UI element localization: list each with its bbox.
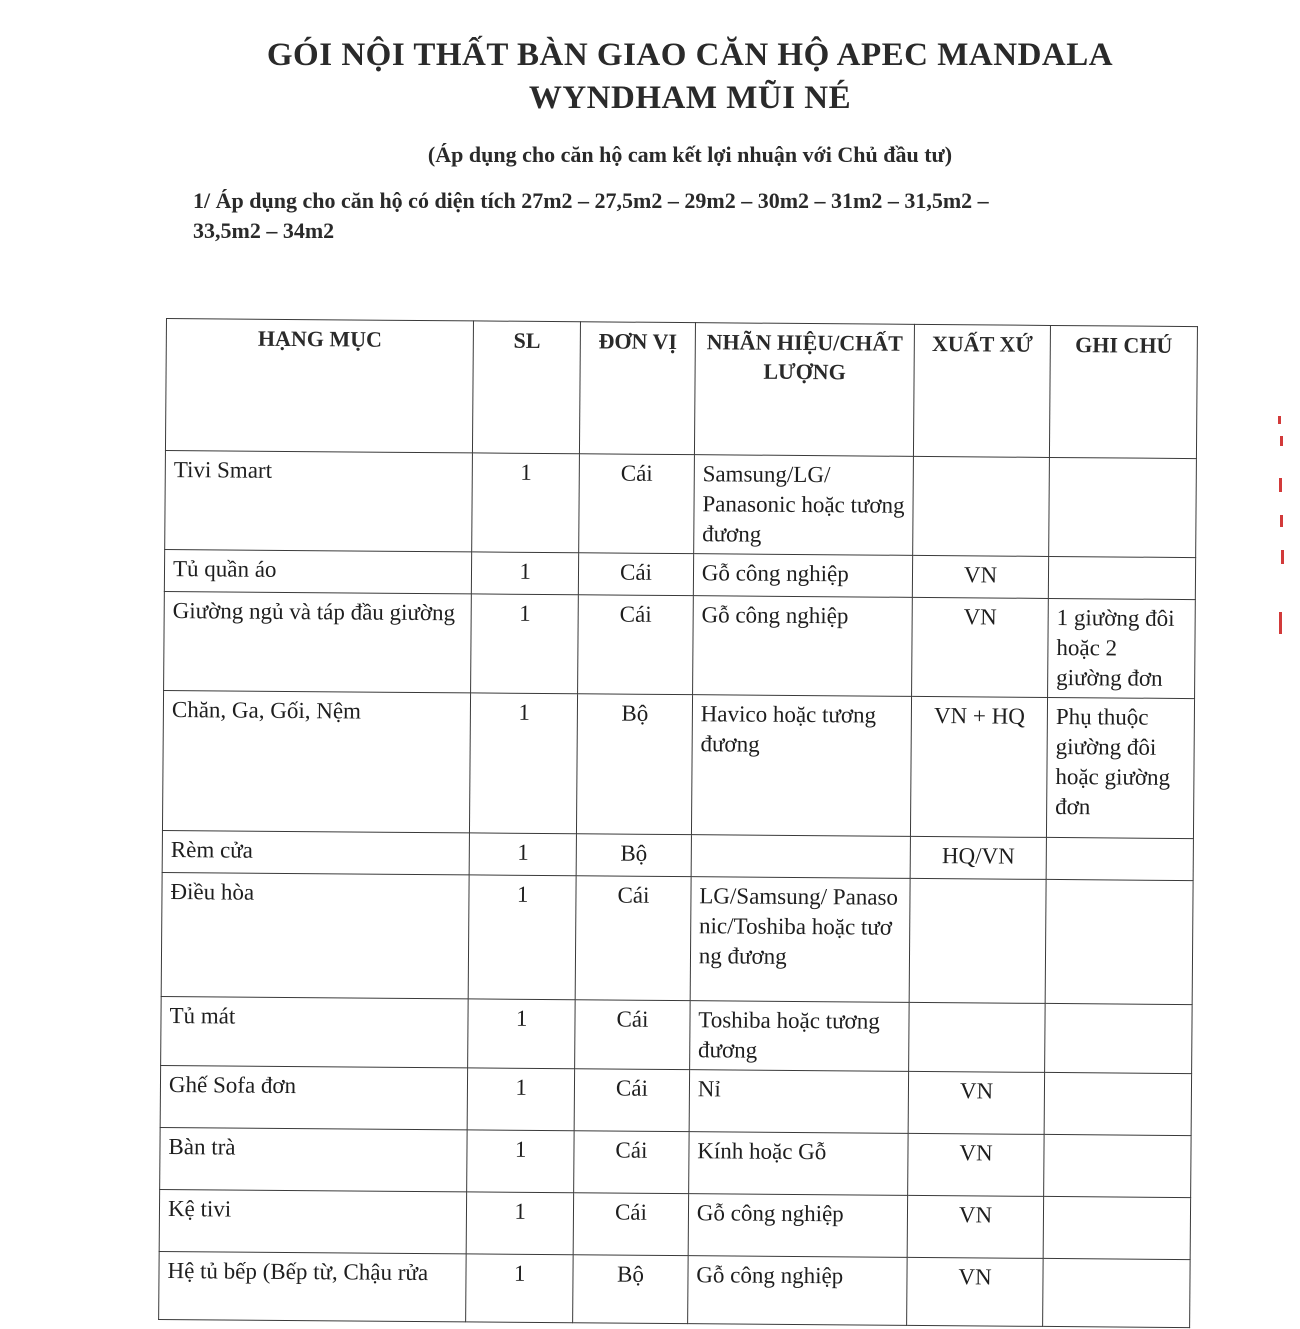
margin-mark (1279, 478, 1282, 492)
cell-unit: Cái (575, 1000, 690, 1070)
cell-origin (909, 1002, 1045, 1072)
margin-mark (1281, 550, 1284, 564)
cell-brand: Gỗ công nghiệp (688, 1194, 908, 1258)
cell-brand: Gỗ công nghiệp (692, 596, 912, 697)
cell-brand: Gỗ công nghiệp (693, 554, 913, 598)
title-line-1: GÓI NỘI THẤT BÀN GIAO CĂN HỘ APEC MANDALA (266, 37, 1114, 73)
cell-note (1044, 1134, 1191, 1197)
cell-unit: Bộ (576, 834, 691, 877)
cell-brand: Nỉ (689, 1070, 909, 1134)
table-row (162, 690, 1194, 838)
table-row (159, 1189, 1190, 1259)
header-origin: XUẤT XỨ (914, 324, 1051, 457)
cell-item: Tivi Smart (165, 450, 473, 551)
document-title (200, 34, 1180, 120)
cell-qty: 1 (470, 693, 578, 834)
table-header-row (165, 319, 1197, 459)
margin-mark (1279, 612, 1282, 634)
cell-note (1048, 556, 1195, 599)
cell-item: Tủ quần áo (164, 549, 472, 593)
cell-origin: HQ/VN (910, 836, 1046, 879)
cell-origin: VN (908, 1071, 1044, 1134)
cell-qty: 1 (468, 999, 575, 1069)
header-unit: ĐƠN VỊ (580, 322, 696, 455)
table-row (161, 872, 1193, 1004)
header-item: HẠNG MỤC (165, 319, 473, 453)
cell-brand: Toshiba hoặc tương đương (689, 1001, 909, 1072)
cell-note (1043, 1258, 1191, 1327)
cell-origin: VN (907, 1195, 1043, 1258)
furniture-table (158, 318, 1198, 1328)
cell-qty: 1 (469, 833, 576, 876)
cell-qty: 1 (472, 453, 580, 553)
cell-qty: 1 (468, 875, 576, 1000)
cell-origin (909, 878, 1046, 1003)
cell-item: Rèm cửa (162, 830, 470, 874)
cell-note (1045, 879, 1193, 1004)
section-line-1: 1/ Áp dụng cho căn hộ có diện tích 27m2 – 27,5m2 – 29m2 – 30m2 – 31m2 – 31,5m2 – (193, 188, 989, 213)
cell-qty: 1 (466, 1254, 573, 1323)
cell-note: 1 giường đôi hoặc 2 giường đơn (1048, 598, 1196, 698)
cell-origin: VN (908, 1133, 1044, 1196)
cell-unit: Cái (578, 595, 693, 695)
margin-mark (1280, 436, 1283, 446)
cell-item: Bàn trà (160, 1127, 468, 1191)
header-qty: SL (473, 321, 581, 454)
cell-brand: Gỗ công nghiệp (687, 1256, 907, 1326)
cell-item: Giường ngủ và táp đầu giường (164, 591, 472, 692)
cell-unit: Cái (578, 553, 693, 596)
cell-note: Phụ thuộc giường đôi hoặc giường đơn (1046, 697, 1194, 838)
cell-origin: VN (912, 555, 1048, 598)
cell-unit: Cái (575, 876, 691, 1001)
cell-origin: VN (907, 1257, 1043, 1326)
table-row (159, 1251, 1191, 1327)
cell-qty: 1 (471, 594, 579, 694)
table-row (164, 591, 1196, 698)
cell-qty: 1 (466, 1192, 573, 1255)
margin-mark (1280, 515, 1283, 527)
document-subtitle: (Áp dụng cho căn hộ cam kết lợi nhuận với Chủ đầu tư) (427, 142, 953, 167)
cell-unit: Bộ (577, 694, 693, 835)
cell-note (1043, 1196, 1190, 1259)
cell-brand: Havico hoặc tương đương (691, 695, 911, 837)
header-brand: NHÃN HIỆU/CHẤT LƯỢNG (694, 323, 914, 457)
section-line-2: 33,5m2 – 34m2 (193, 218, 335, 243)
section-heading (193, 186, 1173, 246)
cell-item: Chăn, Ga, Gối, Nệm (162, 690, 470, 832)
header-note: GHI CHÚ (1049, 325, 1197, 458)
table-row (161, 996, 1193, 1073)
cell-unit: Cái (574, 1069, 689, 1132)
cell-brand (691, 835, 911, 879)
cell-note (1045, 1003, 1193, 1073)
cell-item: Kệ tivi (159, 1189, 467, 1253)
cell-item: Ghế Sofa đơn (160, 1065, 468, 1129)
table-row (160, 1127, 1191, 1197)
cell-unit: Bộ (573, 1255, 688, 1324)
cell-origin (913, 456, 1050, 556)
cell-note (1044, 1072, 1191, 1135)
margin-mark (1278, 416, 1281, 424)
cell-item: Hệ tủ bếp (Bếp từ, Chậu rửa (159, 1251, 467, 1321)
cell-qty: 1 (467, 1068, 574, 1131)
cell-brand: LG/Samsung/ Panasonic/Toshiba hoặc tương đương (690, 877, 910, 1003)
cell-unit: Cái (574, 1131, 689, 1194)
cell-unit: Cái (573, 1193, 688, 1256)
cell-origin: VN + HQ (911, 696, 1048, 837)
table-row (165, 450, 1197, 557)
cell-item: Điều hòa (161, 872, 469, 998)
table-row (160, 1065, 1191, 1135)
title-line-2: WYNDHAM MŨI NÉ (528, 80, 852, 116)
cell-note (1046, 837, 1193, 880)
cell-note (1049, 457, 1197, 557)
cell-brand: Kính hoặc Gỗ (688, 1132, 908, 1196)
cell-qty: 1 (472, 552, 579, 595)
cell-unit: Cái (579, 454, 694, 554)
cell-item: Tủ mát (161, 996, 469, 1067)
cell-qty: 1 (467, 1130, 574, 1193)
cell-brand: Samsung/LG/ Panasonic hoặc tương đương (693, 455, 913, 556)
cell-origin: VN (912, 597, 1049, 697)
